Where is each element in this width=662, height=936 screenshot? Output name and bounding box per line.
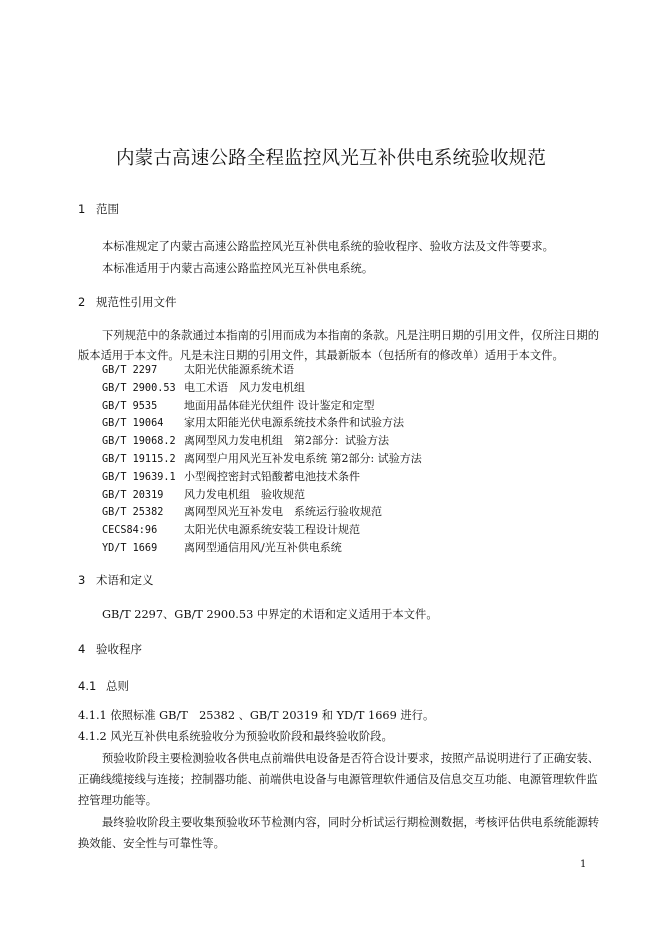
reference-list	[102, 361, 422, 557]
section-number: 4	[78, 642, 86, 656]
reference-code: GB/T 20319	[102, 489, 164, 501]
reference-code: GB/T 2900.53	[102, 382, 176, 394]
reference-item	[102, 468, 422, 486]
reference-code: GB/T 25382	[102, 507, 164, 519]
paragraph: 最终验收阶段主要收集预验收环节检测内容，同时分析试运行期检测数据，考核评估供电系统能源转换效能、安全性与可靠性等。	[78, 816, 600, 850]
reference-title: 离网型风光互补发电 系统运行验收规范	[184, 505, 382, 519]
reference-title: 太阳光伏能源系统术语	[184, 363, 294, 376]
page-number: 1	[580, 859, 587, 870]
paragraph: 预验收阶段主要检测验收各供电点前端供电设备是否符合设计要求，按照产品说明进行了正确安装、正确线缆接线与连接；控制器功能、前端供电设备与电源管理软件通信及信息交互功能、电源管理软件监控管理功能等。	[78, 752, 600, 807]
reference-title: 风力发电机组 验收规范	[184, 487, 305, 501]
reference-code: GB/T 19639.1	[102, 471, 176, 483]
subsection-4-1-heading	[78, 678, 129, 694]
reference-title: 离网型户用风光互补发电系统 第2部分: 试验方法	[184, 451, 422, 465]
section-number: 2	[78, 295, 86, 309]
reference-code: GB/T 19064	[102, 418, 164, 430]
section-title: 验收程序	[96, 642, 142, 656]
section-title: 术语和定义	[96, 573, 154, 587]
section-number: 3	[78, 573, 86, 587]
reference-item	[102, 521, 422, 539]
reference-title: 离网型风力发电机组 第2部分：试验方法	[184, 434, 389, 448]
reference-code: CECS84:96	[102, 525, 158, 537]
section-3-heading	[78, 572, 154, 588]
reference-title: 太阳光伏电源系统安装工程设计规范	[184, 523, 360, 537]
paragraph: 下列规范中的条款通过本指南的引用而成为本指南的条款。凡是注明日期的引用文件，仅所注日期的版本适用于本文件。凡是未注日期的引用文件，其最新版本（包括所有的修改单）适用于本文件。	[78, 329, 600, 362]
reference-item	[102, 397, 422, 415]
reference-item	[102, 450, 422, 468]
reference-title: 地面用晶体硅光伏组件 设计鉴定和定型	[184, 398, 375, 412]
section-1-heading	[78, 201, 119, 217]
reference-item	[102, 503, 422, 521]
subsection-number: 4.1	[78, 679, 97, 693]
reference-code: GB/T 2297	[102, 365, 158, 376]
paragraph: 本标准适用于内蒙古高速公路监控风光互补供电系统。	[102, 262, 374, 275]
section-2-heading	[78, 294, 177, 310]
reference-title: 小型阀控密封式铅酸蓄电池技术条件	[184, 469, 360, 483]
reference-title: 电工术语 风力发电机组	[184, 380, 305, 394]
clause-4-1-2: 4.1.2 风光互补供电系统验收分为预验收阶段和最终验收阶段。	[78, 730, 393, 743]
reference-code: GB/T 19115.2	[102, 453, 176, 465]
reference-item	[102, 361, 422, 379]
paragraph: 本标准规定了内蒙古高速公路监控风光互补供电系统的验收程序、验收方法及文件等要求。	[102, 240, 554, 253]
reference-item	[102, 486, 422, 504]
paragraph: GB/T 2297、GB/T 2900.53 中界定的术语和定义适用于本文件。	[102, 608, 438, 621]
subsection-title: 总则	[106, 679, 129, 693]
section-title: 规范性引用文件	[96, 295, 177, 309]
reference-item	[102, 539, 422, 557]
reference-item	[102, 432, 422, 450]
reference-item	[102, 379, 422, 397]
section-number: 1	[78, 202, 86, 216]
section-title: 范围	[96, 202, 119, 216]
reference-item	[102, 414, 422, 432]
clause-4-1-1: 4.1.1 依照标准 GB/T 25382 、GB/T 20319 和 YD/T 1669 进行。	[78, 709, 435, 722]
section-4-heading	[78, 641, 142, 657]
reference-code: GB/T 19068.2	[102, 436, 176, 448]
reference-code: GB/T 9535	[102, 400, 158, 412]
reference-code: YD/T 1669	[102, 542, 158, 554]
reference-title: 离网型通信用风/光互补供电系统	[184, 540, 342, 554]
reference-title: 家用太阳能光伏电源系统技术条件和试验方法	[184, 416, 404, 430]
document-title: 内蒙古高速公路全程监控风光互补供电系统验收规范	[115, 148, 547, 169]
